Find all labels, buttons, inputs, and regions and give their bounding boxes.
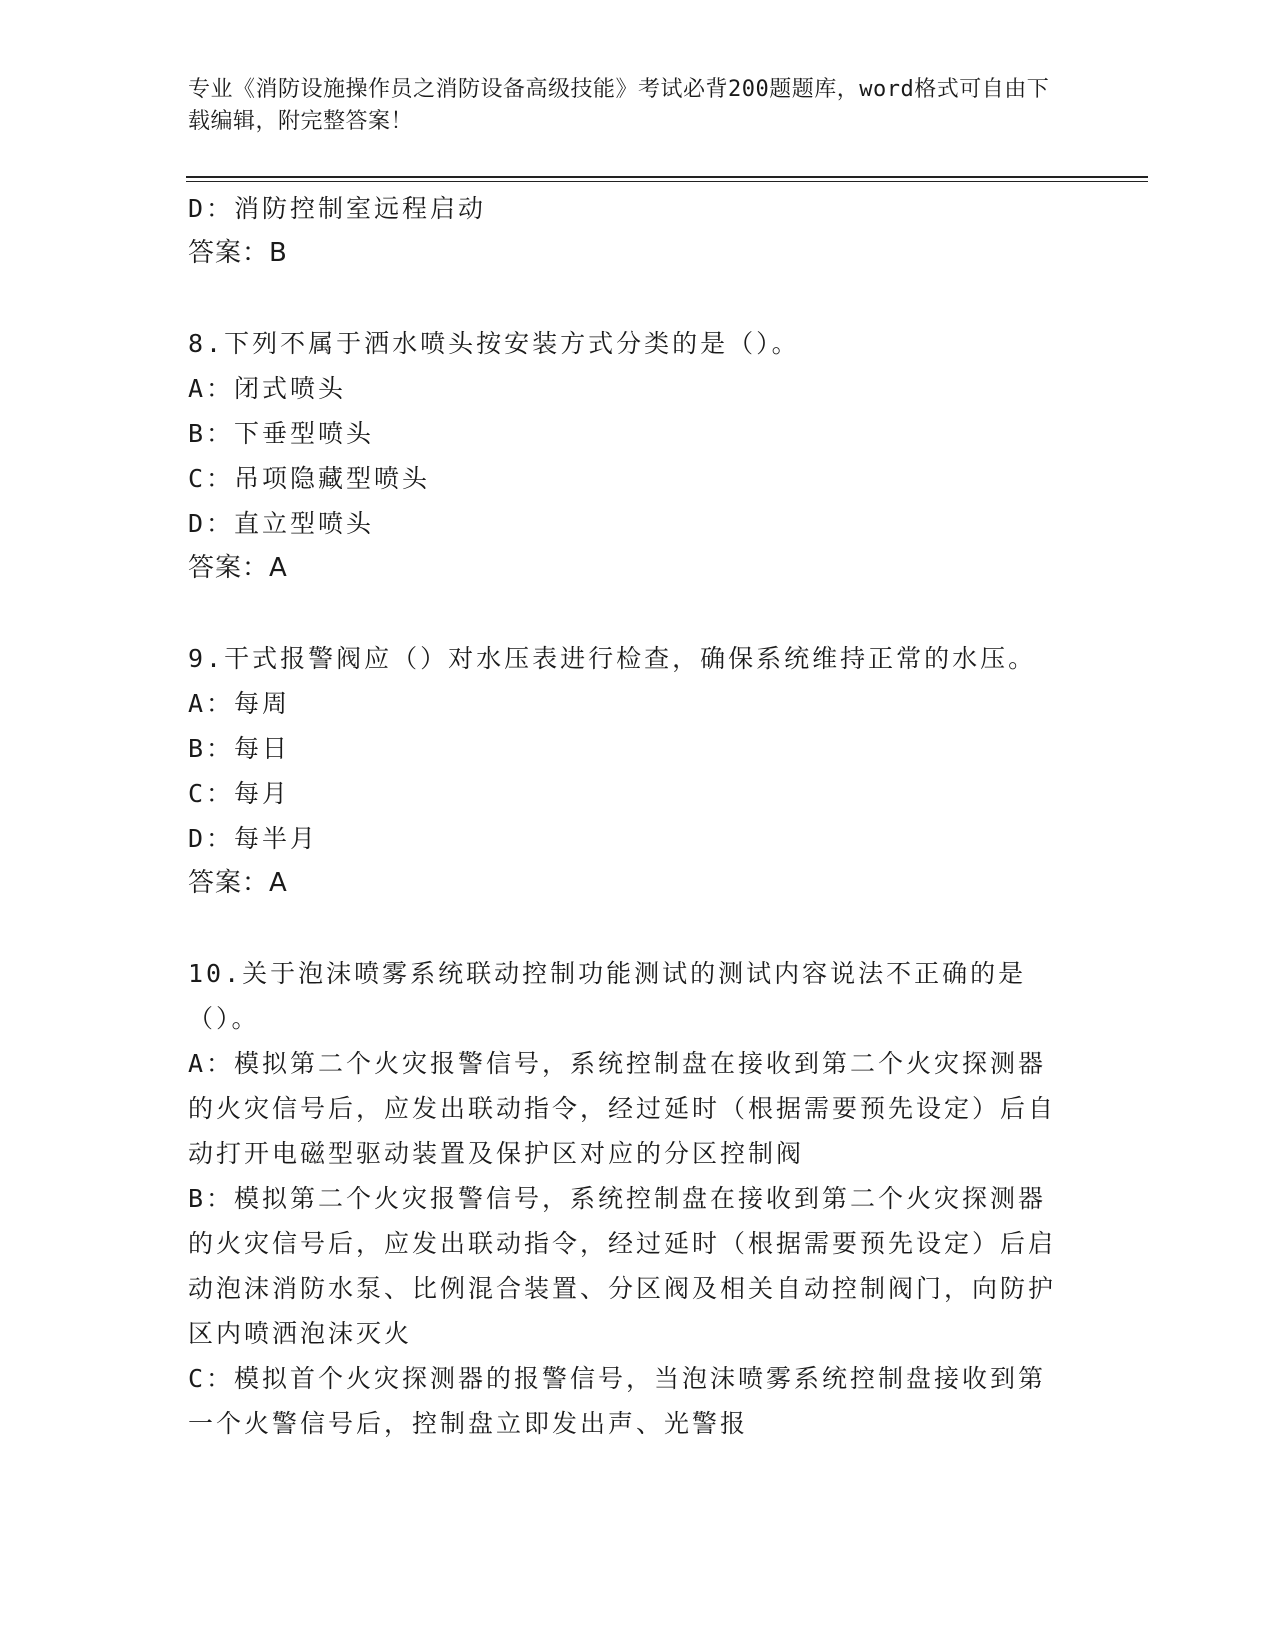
prev-answer: 答案：B: [188, 238, 288, 268]
spacer: [188, 906, 1068, 951]
document-body: [188, 186, 1068, 1446]
question-stem: 10.关于泡沫喷雾系统联动控制功能测试的测试内容说法不正确的是（）。: [188, 959, 1027, 1033]
option-c: C：模拟首个火灾探测器的报警信号，当泡沫喷雾系统控制盘接收到第一个火警信号后，控制盘立即发出声、光警报: [188, 1364, 1047, 1438]
option-d: D：每半月: [188, 824, 319, 853]
option-b: B：下垂型喷头: [188, 419, 375, 448]
option-a: A：模拟第二个火灾报警信号，系统控制盘在接收到第二个火灾探测器的火灾信号后，应发出联动指令，经过延时（根据需要预先设定）后自动打开电磁型驱动装置及保护区对应的分区控制阀: [188, 1049, 1057, 1168]
header-rule-thin: [186, 181, 1148, 182]
question-answer: 答案：A: [188, 868, 288, 898]
header-rule: [186, 176, 1148, 178]
question-stem: 8.下列不属于洒水喷头按安装方式分类的是（）。: [188, 329, 800, 358]
option-a: A：闭式喷头: [188, 374, 347, 403]
option-c: C：每月: [188, 779, 291, 808]
question-answer: 答案：A: [188, 553, 288, 583]
question-9: [188, 636, 1068, 906]
spacer: [188, 276, 1068, 321]
question-8: [188, 321, 1068, 591]
spacer: [188, 591, 1068, 636]
question-stem: 9.干式报警阀应（）对水压表进行检查，确保系统维持正常的水压。: [188, 644, 1037, 673]
page-header: 专业《消防设施操作员之消防设备高级技能》考试必背200题题库，word格式可自由下载编辑，附完整答案！: [188, 77, 1050, 134]
option-b: B：模拟第二个火灾报警信号，系统控制盘在接收到第二个火灾探测器的火灾信号后，应发出联动指令，经过延时（根据需要预先设定）后启动泡沫消防水泵、比例混合装置、分区阀及相关自动控制阀门，向防护区内喷洒泡沫灭火: [188, 1184, 1057, 1348]
option-d: D：直立型喷头: [188, 509, 375, 538]
option-b: B：每日: [188, 734, 291, 763]
prev-option-d: D：消防控制室远程启动: [188, 194, 487, 223]
option-a: A：每周: [188, 689, 291, 718]
option-c: C：吊项隐藏型喷头: [188, 464, 431, 493]
question-10: [188, 951, 1068, 1446]
